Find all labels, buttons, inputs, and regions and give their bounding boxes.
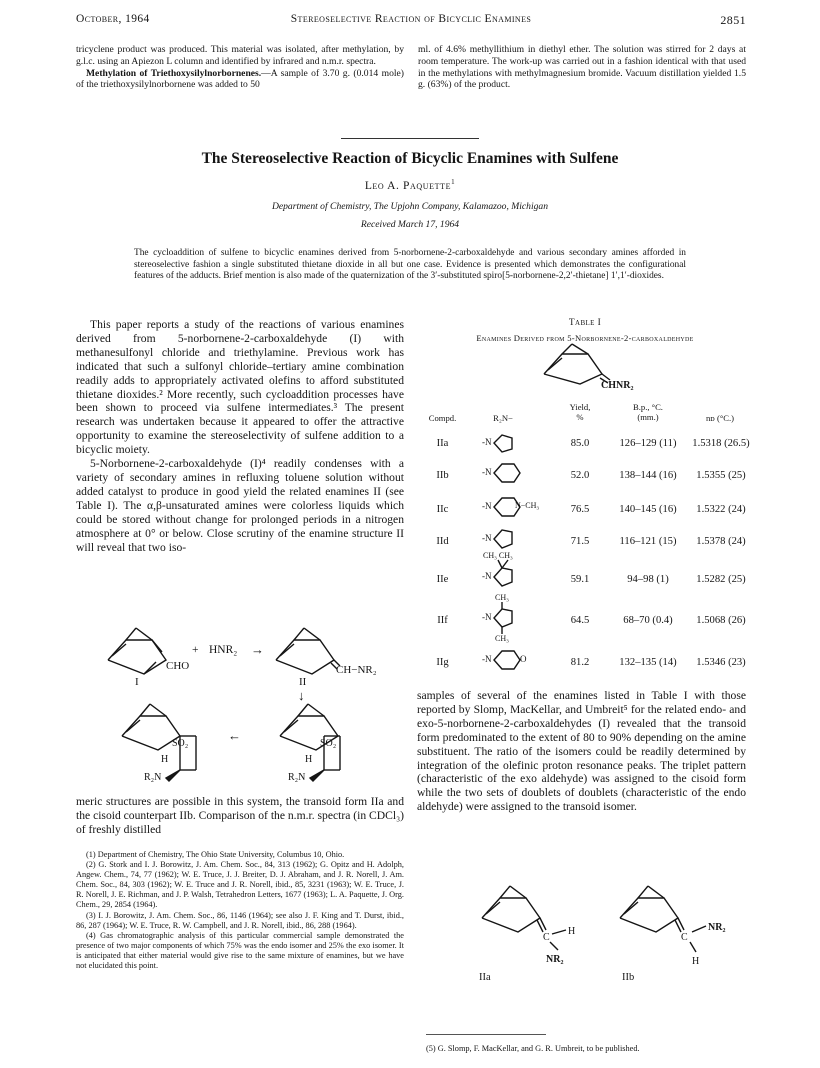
amine-nch3-iic: N−CH₃ — [515, 501, 540, 510]
table-cell-bp: 132–135 (14) — [619, 657, 677, 668]
table-subtitle: Enamines Derived from 5-Norbornene-2-carboxaldehyde — [476, 333, 694, 343]
amine-n-iig: -N — [482, 654, 492, 664]
sulfonyl-label-a: SO₂ — [172, 738, 189, 749]
hydrogen-label-b: H — [305, 754, 313, 765]
table-cell-compd: IIb — [436, 470, 449, 481]
table-cell-compd: IId — [436, 536, 449, 547]
header-date: October, 1964 — [76, 13, 150, 25]
table-cell-bp: 94–98 (1) — [627, 574, 669, 585]
footnote-3: (3) I. J. Borowitz, J. Am. Chem. Soc., 86, 1146 (1964); see also J. F. King and T. Durst, ibid., 86, 287 (1964); W. E. Truce, R. W. Campbell, and J. R. Norell, ibid., 86, 288 (1964). — [76, 910, 404, 930]
amine-label-b: R₂N — [288, 772, 306, 783]
article-separator — [341, 138, 479, 139]
iib-hydrogen-label: H — [692, 956, 700, 967]
isomer-iib-structure — [620, 886, 706, 952]
table-title: Table I — [568, 318, 602, 328]
methylation-heading: Methylation of Triethoxysilylnorbornenes. — [86, 67, 262, 79]
table-cell-yield: 59.1 — [570, 574, 590, 585]
methylation-paragraph: Methylation of Triethoxysilylnorbornenes.—A sample of 3.70 g. (0.014 mole) of the triethoxysilylnorbornene was added to 50 — [76, 67, 404, 91]
amine-oxygen-iig: O — [520, 654, 527, 664]
hydrogen-label-a: H — [161, 754, 169, 765]
iia-hydrogen-label: H — [568, 926, 576, 937]
table-cell-nd: 1.5378 (24) — [696, 536, 746, 547]
running-header — [76, 13, 746, 33]
table-cell-nd: 1.5282 (25) — [696, 574, 746, 585]
compound-i-label: I — [135, 676, 139, 688]
nmr-paragraph: samples of several of the enamines listed in Table I with those reported by Slomp, MacKellar, and Umbreit⁵ for the related endo- and exo-5-norbornene-2-carboxaldehydes (I) revealed that the transoid form predominated to the extent of 80 to 90% depending on the amine substituent. The ratio of the isomers could be readily determined by integration of the olefinic proton resonance peaks. The triplet pattern (characteristic of the exo aldehyde) was assigned to the cisoid form while the two sets of doublets of doublets (characteristic of the endo aldehyde) were assigned to the transoid isomer. — [417, 689, 746, 814]
norbornene-aldehyde-structure — [108, 628, 166, 674]
body-left-top — [76, 318, 404, 554]
previous-article-right-text: ml. of 4.6% methyllithium in diethyl ether. The solution was stirred for 2 days at room temperature. The work-up was carried out in a fashion identical with that used in the methylations with methylmagnesium bromide. Vacuum distillation yielded 1.5 g. (63%) of the product. — [418, 44, 746, 91]
table-cell-yield: 52.0 — [570, 470, 590, 481]
footnote-rule — [426, 1034, 546, 1035]
abstract: The cycloaddition of sulfene to bicyclic enamines derived from 5-norbornene-2-carboxaldehyde and various secondary amines afforded in stereoselective fashion a single substituted thietane dioxide in all but one case. Evidence is presented which demonstrates the configurational features of the adducts. Brief mention is also made of the quaternization of the 3′-substituted spiro[5-norbornene-2,2′-thietane] 1′,1′-dioxides. — [134, 248, 686, 281]
sulfonyl-label-b: SO₂ — [320, 738, 337, 749]
previous-article-left — [76, 44, 404, 91]
amine-n-iib: -N — [482, 467, 492, 477]
table-cell-yield: 64.5 — [570, 615, 590, 626]
footnote-4: (4) Gas chromatographic analysis of this particular commercial sample demonstrated the presence of two major components of which 75% was the endo isomer and 25% the exo isomer. It is anticipated that either material would give rise to the same mixture of enamines, but we have not elucidated this point. — [76, 930, 404, 971]
article-title: The Stereoselective Reaction of Bicyclic Enamines with Sulfene — [201, 150, 619, 167]
iib-carbon-label: C — [681, 932, 688, 943]
amine-ch3-bottom-iif: CH₃ — [495, 634, 509, 643]
scheme-forward-arrow: → — [251, 642, 264, 657]
table-cell-bp: 140–145 (16) — [619, 504, 677, 515]
table-cell-bp: 68–70 (0.4) — [623, 615, 673, 626]
table-cell-bp: 138–144 (16) — [619, 470, 677, 481]
amine-n-iif: -N — [482, 612, 492, 622]
col-yield: Yield, % — [569, 402, 591, 422]
affiliation: Department of Chemistry, The Upjohn Company, Kalamazoo, Michigan — [271, 201, 549, 212]
table-cell-bp: 126–129 (11) — [619, 438, 677, 449]
table-cell-nd: 1.5355 (25) — [696, 470, 746, 481]
footnote-5: (5) G. Slomp, F. MacKellar, and G. R. Umbreit, to be published. — [426, 1044, 640, 1053]
received-date: Received March 17, 1964 — [360, 219, 460, 230]
table-cell-compd: IIa — [436, 438, 449, 449]
table-cell-nd: 1.5068 (26) — [696, 615, 746, 626]
amine-n-iia: -N — [482, 437, 492, 447]
author: Leo A. Paquette$^1$ — [364, 178, 456, 192]
amine-ch3-top-iif: CH₃ — [495, 593, 509, 602]
isomer-paragraph: meric structures are possible in this system, the transoid form IIa and the cisoid counterpart IIb. Comparison of the n.m.r. spectra (in CDCl₃) of freshly distilled — [76, 795, 404, 836]
table-cell-yield: 71.5 — [570, 536, 590, 547]
header-title: Stereoselective Reaction of Bicyclic Enamines — [290, 13, 532, 25]
amine-n-iic: -N — [482, 501, 492, 511]
scheme-reagent: HNR₂ — [209, 644, 238, 656]
body-right — [417, 689, 746, 814]
table-cell-compd: IIe — [436, 574, 449, 585]
reaction-scheme — [100, 618, 400, 793]
enamine-structure — [276, 628, 340, 674]
table-cell-compd: IIg — [436, 657, 449, 668]
isomer-iib-label: IIb — [622, 972, 635, 983]
isomer-structures — [460, 868, 740, 988]
col-r2n: R₂N− — [493, 413, 513, 423]
table-cell-yield: 81.2 — [570, 657, 590, 668]
table-cell-yield: 76.5 — [570, 504, 590, 515]
iia-carbon-label: C — [543, 932, 550, 943]
amine-n-iid: -N — [482, 533, 492, 543]
compound-ii-label: II — [299, 676, 307, 688]
amine-n-iie: -N — [482, 571, 492, 581]
body-left-bottom — [76, 795, 404, 837]
table-cell-compd: IIc — [436, 504, 449, 515]
isomer-iia-structure — [482, 886, 566, 950]
table-cell-nd: 1.5346 (23) — [696, 657, 746, 668]
scheme-down-arrow: ↓ — [298, 688, 305, 703]
iia-amine-label: NR₂ — [546, 954, 564, 965]
enamine-paragraph: 5-Norbornene-2-carboxaldehyde (I)⁴ readily condenses with a variety of secondary amines in refluxing toluene solution without added catalyst to produce in good yield the related enamines II (see Table I). The α,β-unsaturated amines were colorless liquids which could be stored without change for prolonged periods in a nitrogen atmosphere at 0° or below. Close scrutiny of the enamine structure II will reveal that two iso- — [76, 457, 404, 554]
table-cell-yield: 85.0 — [570, 438, 590, 449]
table-cell-nd: 1.5318 (26.5) — [692, 438, 750, 449]
footnotes — [76, 850, 404, 971]
isomer-iia-label: IIa — [479, 972, 491, 983]
iib-amine-label: NR₂ — [708, 922, 726, 933]
table-cell-nd: 1.5322 (24) — [696, 504, 746, 515]
enamine-group-label: CH−NR₂ — [336, 664, 377, 676]
scheme-plus: + — [192, 644, 199, 656]
table-cell-bp: 116–121 (15) — [619, 536, 677, 547]
intro-paragraph: This paper reports a study of the reactions of various enamines derived from 5-norbornene-2-carboxaldehyde (I) with methanesulfonyl chloride and triethylamine. Previous work has indicated that such a sulfonyl chloride–tertiary amine combination readily adds to appropriately activated olefins to afford substituted thietane dioxides.² More recently, such cycloaddition processes have been shown to proceed via sulfene intermediates.³ The present research was undertaken because it appeared to offer the attractive opportunity to examine the stereoselectivity of sulfene addition to a bicyclic moiety. — [76, 318, 404, 457]
table-cell-compd: IIf — [437, 615, 448, 626]
col-compd: Compd. — [428, 413, 457, 423]
col-nd: nᴅ (°C.) — [706, 413, 734, 423]
footnote-2: (2) G. Stork and I. J. Borowitz, J. Am. Chem. Soc., 84, 313 (1962); G. Opitz and H. Adolph, Angew. Chem., 74, 77 (1962); W. E. Truce, J. J. Breiter, D. J. Abraham, and J. R. Norell, J. Am. Chem. Soc., 84, 303 (1962); W. E. Truce and J. R. Norell, ibid., 85, 3231 (1963); W. E. Truce, J. R. Norell, J. E. Richman, and J. P. Walsh, Tetrahedron Letters, 1677 (1963); L. A. Paquette, J. Org. Chem., 29, 2854 (1964). — [76, 860, 404, 910]
page-number: 2851 — [720, 13, 746, 27]
footnote-1: (1) Department of Chemistry, The Ohio State University, Columbus 10, Ohio. — [86, 850, 345, 859]
amine-label-a: R₂N — [144, 772, 162, 783]
table-enamine-structure — [540, 344, 620, 384]
col-bp: B.p., °C. (mm.) — [633, 402, 663, 422]
table-structure-label: CHNR₂ — [601, 380, 634, 391]
previous-article-text: tricyclene product was produced. This material was isolated, after methylation, by g.l.c. using an Apiezon L column and identified by infrared and n.m.r. spectra. — [76, 44, 404, 67]
previous-article-right — [418, 44, 746, 91]
amine-ch3-pair-iie: CH₃ CH₃ — [483, 551, 513, 560]
scheme-back-arrow: ← — [228, 728, 241, 743]
aldehyde-group-label: CHO — [166, 660, 190, 672]
